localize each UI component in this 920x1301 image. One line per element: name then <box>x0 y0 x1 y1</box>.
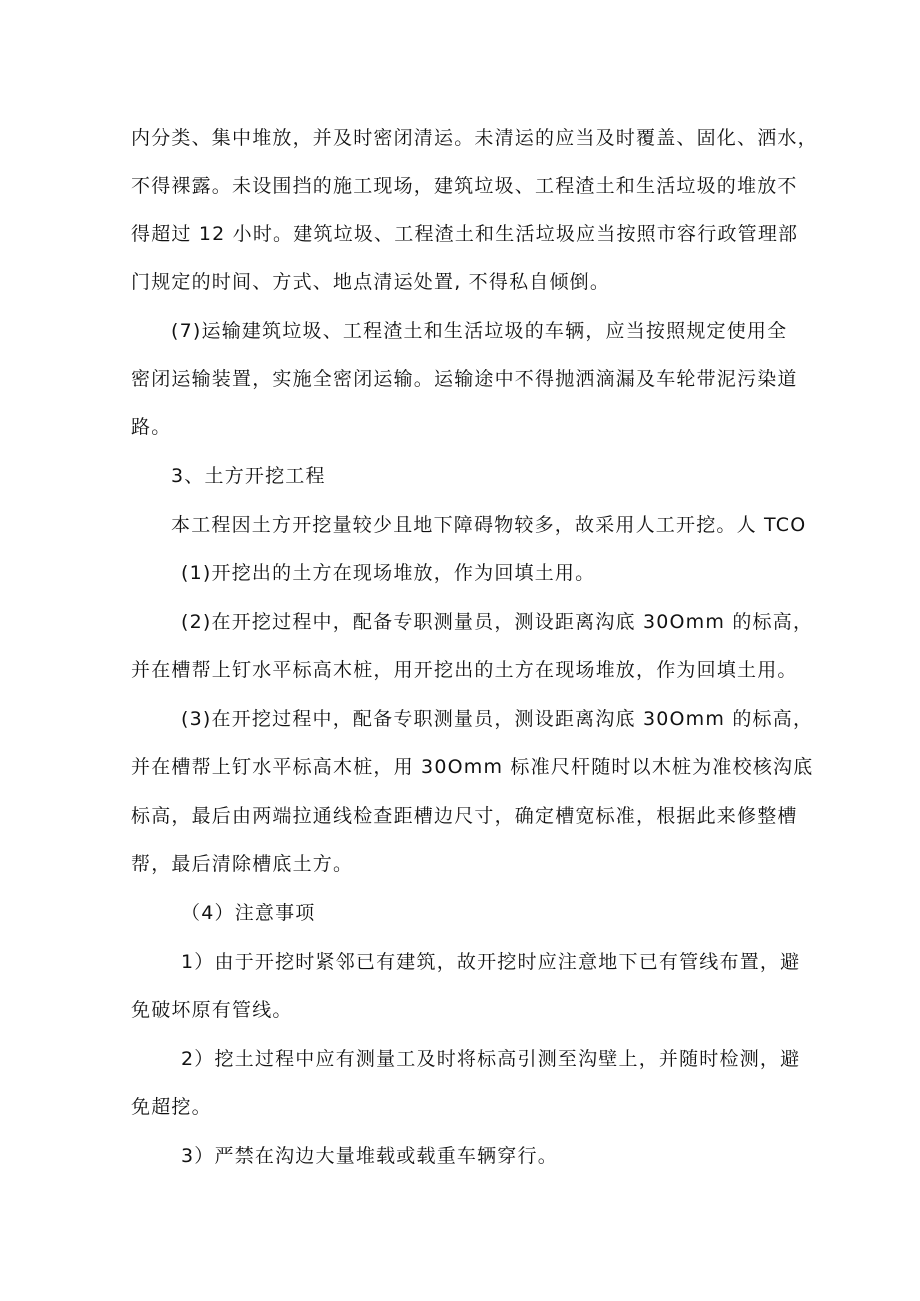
text-line-20: 2）挖土过程中应有测量工及时将标高引测至沟壁上，并随时检测，避 <box>181 1048 801 1070</box>
subsection-heading: （4）注意事项 <box>181 902 316 924</box>
text-line-7: 路。 <box>131 416 172 438</box>
text-line-15: 标高，最后由两端拉通线检查距槽边尺寸，确定槽宽标准，根据此来修整槽 <box>131 805 798 827</box>
section-heading: 3、土方开挖工程 <box>171 465 326 487</box>
text-line-4: 门规定的时间、方式、地点清运处置, 不得私自倾倒。 <box>131 271 611 293</box>
text-line-14: 并在槽帮上钉水平标高木桩，用 30Omm 标准尺杆随时以木桩为准校核沟底 <box>131 756 814 778</box>
text-line-9: 本工程因土方开挖量较少且地下障碍物较多，故采用人工开挖。人 TCO <box>171 514 807 536</box>
text-line-12: 并在槽帮上钉水平标高木桩，用开挖出的土方在现场堆放，作为回填土用。 <box>131 659 798 681</box>
text-line-16: 帮，最后清除槽底土方。 <box>131 853 354 875</box>
text-line-11: (2)在开挖过程中，配备专职测量员，测设距离沟底 30Omm 的标高， <box>181 611 814 633</box>
text-line-21: 免超挖。 <box>131 1096 212 1118</box>
text-line-2: 不得裸露。未设围挡的施工现场，建筑垃圾、工程渣土和生活垃圾的堆放不 <box>131 175 798 197</box>
text-line-13: (3)在开挖过程中，配备专职测量员，测设距离沟底 30Omm 的标高， <box>181 708 814 730</box>
text-line-6: 密闭运输装置，实施全密闭运输。运输途中不得抛洒滴漏及车轮带泥污染道 <box>131 368 798 390</box>
text-line-10: (1)开挖出的土方在现场堆放，作为回填土用。 <box>181 562 596 584</box>
text-line-5: (7)运输建筑垃圾、工程渣土和生活垃圾的车辆，应当按照规定使用全 <box>171 320 788 342</box>
text-line-3: 得超过 12 小时。建筑垃圾、工程渣土和生活垃圾应当按照市容行政管理部 <box>131 223 799 245</box>
text-line-1: 内分类、集中堆放，并及时密闭清运。未清运的应当及时覆盖、固化、洒水， <box>131 127 818 149</box>
text-line-22: 3）严禁在沟边大量堆载或载重车辆穿行。 <box>181 1145 558 1167</box>
text-line-18: 1）由于开挖时紧邻已有建筑，故开挖时应注意地下已有管线布置，避 <box>181 951 801 973</box>
text-line-19: 免破坏原有管线。 <box>131 999 293 1021</box>
